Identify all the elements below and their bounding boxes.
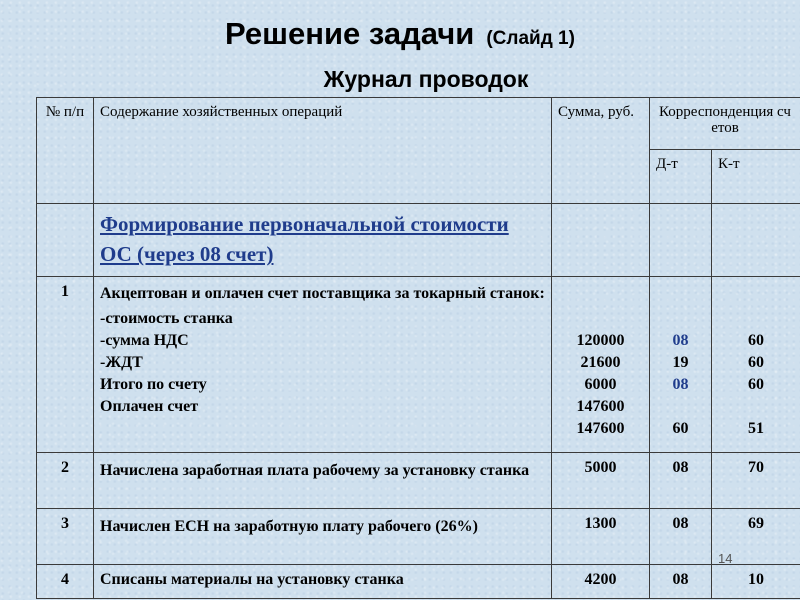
row-content: Начислен ЕСН на заработную плату рабочего (26%) xyxy=(94,508,552,564)
slide-title xyxy=(0,16,800,52)
debit-value: 60 xyxy=(672,419,689,437)
sum-value: 147600 xyxy=(576,419,625,437)
row-debit xyxy=(650,276,712,452)
table-row xyxy=(37,508,800,564)
col-header-debit: Д-т xyxy=(650,150,712,204)
sum-value: 147600 xyxy=(576,397,625,415)
debit-value: 08 xyxy=(672,375,689,393)
row-credit: 10 xyxy=(712,564,800,598)
page-number: 14 xyxy=(718,551,733,566)
sum-value: 6000 xyxy=(584,375,617,393)
credit-value: 60 xyxy=(748,331,764,349)
debit-value xyxy=(656,396,705,418)
line-text: -сумма НДС xyxy=(100,331,189,349)
row-number: 4 xyxy=(37,564,94,598)
credit-value: 51 xyxy=(748,419,764,437)
line-text: -ЖДТ xyxy=(100,353,143,371)
row-number: 2 xyxy=(37,452,94,508)
sum-value: 120000 xyxy=(576,331,625,349)
row-credit xyxy=(712,276,800,452)
row-credit: 69 xyxy=(712,508,800,564)
row-credit: 70 xyxy=(712,452,800,508)
table-row xyxy=(37,564,800,598)
row-number: 3 xyxy=(37,508,94,564)
table-row xyxy=(37,276,800,452)
credit-value: 60 xyxy=(748,353,764,371)
title-text: Решение задачи xyxy=(225,16,475,51)
journal-table xyxy=(36,97,800,599)
sum-value: 21600 xyxy=(580,353,621,371)
section-row xyxy=(37,204,800,277)
line-text: -стоимость станка xyxy=(100,309,233,327)
row-content xyxy=(94,276,552,452)
row-sum: 4200 xyxy=(552,564,650,598)
row-content: Списаны материалы на установку станка xyxy=(94,564,552,598)
credit-value xyxy=(718,396,794,418)
col-header-corr: Корреспонденция счетов xyxy=(650,98,800,150)
journal-subtitle: Журнал проводок xyxy=(323,66,529,92)
section-heading: Формирование первоначальной стоимости ОС (через 08 счет) xyxy=(100,212,509,267)
col-header-content: Содержание хозяйственных операций xyxy=(94,98,552,204)
debit-value: 19 xyxy=(672,353,689,371)
credit-value: 60 xyxy=(748,375,764,393)
table-row xyxy=(37,452,800,508)
row-intro: Акцептован и оплачен счет поставщика за токарный станок: xyxy=(100,284,545,302)
row-debit: 08 xyxy=(650,564,712,598)
col-header-credit: К-т xyxy=(712,150,800,204)
row-content: Начислена заработная плата рабочему за установку станка xyxy=(94,452,552,508)
row-sum: 1300 xyxy=(552,508,650,564)
row-debit: 08 xyxy=(650,508,712,564)
line-text: Оплачен счет xyxy=(100,397,199,415)
col-header-num: № п/п xyxy=(37,98,94,204)
row-sum: 5000 xyxy=(552,452,650,508)
header-row xyxy=(37,98,800,150)
row-number: 1 xyxy=(37,276,94,452)
debit-value: 08 xyxy=(672,331,689,349)
slide-number-label: (Слайд 1) xyxy=(486,28,575,49)
row-sum xyxy=(552,276,650,452)
row-debit: 08 xyxy=(650,452,712,508)
line-text: Итого по счету xyxy=(100,375,207,393)
col-header-sum: Сумма, руб. xyxy=(552,98,650,204)
